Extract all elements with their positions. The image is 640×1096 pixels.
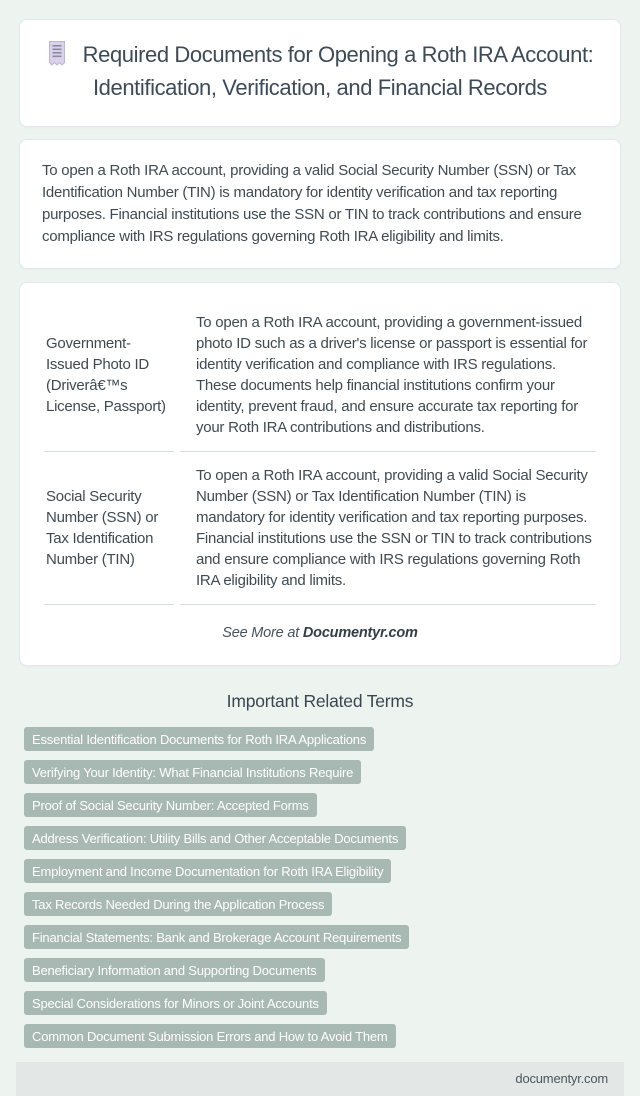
title-card: [19, 19, 621, 127]
table-row: [44, 452, 596, 605]
documents-table: [38, 299, 602, 605]
see-more-brand-link[interactable]: Documentyr.com: [302, 625, 418, 641]
related-terms-list: [24, 727, 616, 1048]
related-term-tag[interactable]: Tax Records Needed During the Application Process: [24, 892, 332, 916]
related-term-tag[interactable]: Beneficiary Information and Supporting Documents: [24, 958, 325, 982]
related-term-tag[interactable]: Verifying Your Identity: What Financial Institutions Require: [24, 760, 361, 784]
page-title-text: Required Documents for Opening a Roth IRA Account: Identification, Verification, and Financial Records: [82, 42, 594, 100]
document-term: Social Security Number (SSN) or Tax Identification Number (TIN): [44, 452, 174, 605]
document-term: Government-Issued Photo ID (Driverâ€™s License, Passport): [44, 299, 174, 452]
related-term-tag[interactable]: Special Considerations for Minors or Joint Accounts: [24, 991, 327, 1015]
see-more-line: [44, 625, 596, 641]
receipt-icon: [47, 41, 67, 73]
see-more-text: See More at: [222, 625, 303, 641]
related-term-tag[interactable]: Common Document Submission Errors and How to Avoid Them: [24, 1024, 396, 1048]
related-term-tag[interactable]: Address Verification: Utility Bills and Other Acceptable Documents: [24, 826, 406, 850]
related-term-tag[interactable]: Financial Statements: Bank and Brokerage Account Requirements: [24, 925, 409, 949]
intro-paragraph: To open a Roth IRA account, providing a valid Social Security Number (SSN) or Tax Identification Number (TIN) is mandatory for identity verification and tax reporting purposes. Financial institutions use the SSN or TIN to track contributions and ensure compliance with IRS regulations governing Roth IRA eligibility and limits.: [42, 162, 582, 245]
intro-card: [19, 139, 621, 269]
documents-card: [19, 282, 621, 666]
document-description: To open a Roth IRA account, providing a valid Social Security Number (SSN) or Tax Identification Number (TIN) is mandatory for identity verification and tax reporting purposes. Financial institutions use the SSN or TIN to track contributions and ensure compliance with IRS regulations governing Roth IRA eligibility and limits.: [180, 452, 596, 605]
related-term-tag[interactable]: Employment and Income Documentation for Roth IRA Eligibility: [24, 859, 391, 883]
page-title: [40, 40, 600, 102]
related-terms-heading: Important Related Terms: [226, 691, 414, 711]
related-term-tag[interactable]: Proof of Social Security Number: Accepted Forms: [24, 793, 317, 817]
footer-site-link[interactable]: documentyr.com: [515, 1071, 608, 1086]
related-term-tag[interactable]: Essential Identification Documents for Roth IRA Applications: [24, 727, 374, 751]
table-row: [44, 299, 596, 452]
document-description: To open a Roth IRA account, providing a government-issued photo ID such as a driver's license or passport is essential for identity verification and compliance with IRS regulations. These documents help financial institutions confirm your identity, prevent fraud, and ensure accurate tax reporting for your Roth IRA contributions and distributions.: [180, 299, 596, 452]
footer-bar: [16, 1062, 624, 1096]
